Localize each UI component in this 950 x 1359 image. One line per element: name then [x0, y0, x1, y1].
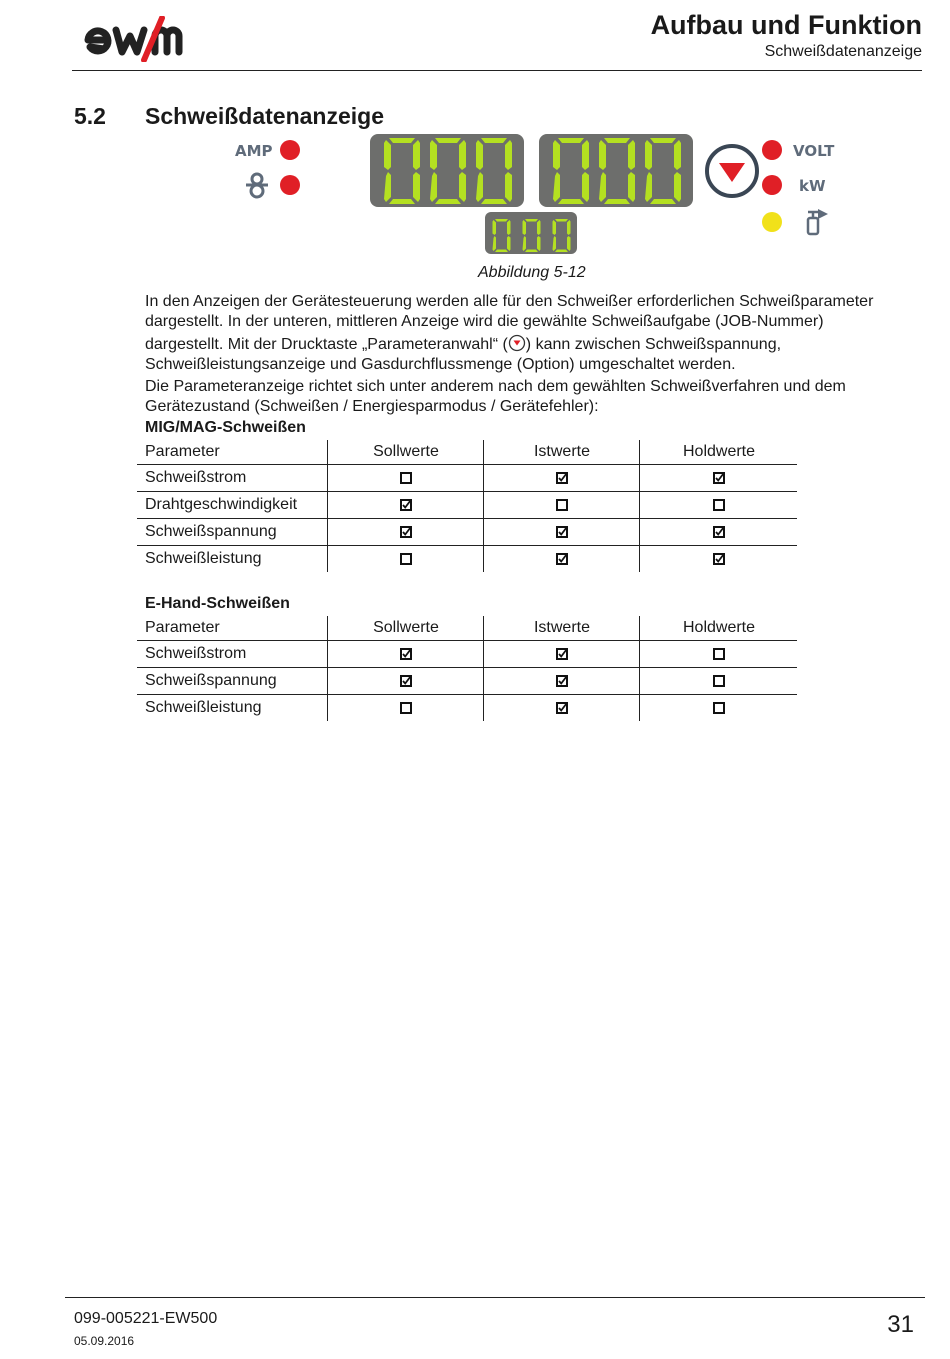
- checked-box-icon: [400, 499, 412, 511]
- value-cell: [483, 519, 640, 545]
- right-display: [539, 134, 693, 207]
- value-cell: [327, 465, 484, 491]
- paragraph-2-line-1: Die Parameteranzeige richtet sich unter anderem nach dem gewählten Schweißverfahren und dem: [145, 378, 846, 395]
- table-2-heading: E-Hand-Schweißen: [145, 595, 290, 612]
- kw-led: [762, 175, 782, 195]
- gas-led: [762, 212, 782, 232]
- checked-box-icon: [713, 472, 725, 484]
- column-header: Parameter: [145, 443, 220, 460]
- value-cell: [483, 546, 640, 572]
- volt-led: [762, 140, 782, 160]
- section-title: Schweißdatenanzeige: [145, 103, 385, 129]
- checked-box-icon: [400, 675, 412, 687]
- footer-date: 05.09.2016: [74, 1334, 135, 1348]
- paragraph-2: [145, 377, 915, 417]
- value-cell: [639, 641, 798, 667]
- column-header: Sollwerte: [327, 440, 484, 464]
- value-cell: [483, 641, 640, 667]
- parameter-name: Drahtgeschwindigkeit: [145, 496, 298, 513]
- unchecked-box-icon: [713, 675, 725, 687]
- footer-doc-number: 099-005221-EW500: [74, 1310, 218, 1327]
- parameter-name: Schweißspannung: [145, 672, 277, 689]
- checked-box-icon: [556, 648, 568, 660]
- column-header: Istwerte: [483, 616, 640, 640]
- welding-display-figure: [230, 130, 850, 260]
- parameter-name: Schweißstrom: [145, 645, 247, 662]
- table-1-heading: MIG/MAG-Schweißen: [145, 419, 306, 436]
- checked-box-icon: [556, 553, 568, 565]
- column-header: Holdwerte: [639, 440, 798, 464]
- column-header: Istwerte: [483, 440, 640, 464]
- unchecked-box-icon: [400, 553, 412, 565]
- figure-caption: Abbildung 5-12: [478, 264, 586, 281]
- value-cell: [483, 668, 640, 694]
- unchecked-box-icon: [400, 472, 412, 484]
- value-cell: [327, 546, 484, 572]
- column-header: Holdwerte: [639, 616, 798, 640]
- header-title: Aufbau und Funktion: [650, 10, 922, 40]
- value-cell: [327, 695, 484, 721]
- wire-feed-led: [280, 175, 300, 195]
- checked-box-icon: [556, 472, 568, 484]
- wire-feed-icon: [246, 174, 268, 197]
- table-row: [137, 492, 797, 519]
- table-row: [137, 695, 797, 721]
- table-row: [137, 641, 797, 668]
- checked-box-icon: [556, 526, 568, 538]
- e-hand-table: [137, 616, 797, 721]
- column-header: Parameter: [145, 619, 220, 636]
- value-cell: [327, 492, 484, 518]
- left-display: [370, 134, 524, 207]
- header-subtitle: Schweißdatenanzeige: [764, 43, 922, 60]
- value-cell: [483, 492, 640, 518]
- value-cell: [639, 668, 798, 694]
- value-cell: [327, 519, 484, 545]
- table-row: [137, 546, 797, 572]
- checked-box-icon: [556, 702, 568, 714]
- paragraph-2-line-2: Gerätezustand (Schweißen / Energiesparmodus / Gerätefehler):: [145, 398, 599, 415]
- table-header-row: [137, 616, 797, 641]
- section-number: 5.2: [74, 103, 106, 129]
- kw-label: kW: [799, 177, 826, 195]
- table-row: [137, 465, 797, 492]
- amp-led: [280, 140, 300, 160]
- checked-box-icon: [713, 526, 725, 538]
- value-cell: [327, 641, 484, 667]
- mig-mag-table: [137, 440, 797, 572]
- amp-label: AMP: [235, 142, 273, 160]
- paragraph-1-line-3a: dargestellt. Mit der Drucktaste „Parameteranwahl“ (: [145, 336, 508, 353]
- checked-box-icon: [400, 648, 412, 660]
- parameter-name: Schweißleistung: [145, 550, 262, 567]
- unchecked-box-icon: [556, 499, 568, 511]
- unchecked-box-icon: [713, 702, 725, 714]
- parameter-name: Schweißleistung: [145, 699, 262, 716]
- volt-label: VOLT: [793, 142, 835, 160]
- table-row: [137, 519, 797, 546]
- value-cell: [639, 519, 798, 545]
- parameter-select-button[interactable]: [707, 146, 757, 196]
- value-cell: [483, 465, 640, 491]
- job-display: [485, 212, 577, 254]
- table-header-row: [137, 440, 797, 465]
- parameter-select-inline-icon: [508, 334, 526, 352]
- ewm-logo: [82, 16, 212, 62]
- paragraph-1-line-2: dargestellt. In der unteren, mittleren Anzeige wird die gewählte Schweißaufgabe (JOB-Nummer): [145, 313, 824, 330]
- value-cell: [483, 695, 640, 721]
- header-divider: [72, 70, 922, 71]
- page-number: 31: [887, 1311, 914, 1338]
- value-cell: [327, 668, 484, 694]
- paragraph-1-line-3: [145, 334, 915, 355]
- checked-box-icon: [713, 553, 725, 565]
- gas-cylinder-icon: [808, 209, 828, 234]
- paragraph-1-line-3b: ) kann zwischen Schweißspannung,: [525, 336, 782, 353]
- value-cell: [639, 492, 798, 518]
- parameter-name: Schweißspannung: [145, 523, 277, 540]
- column-header: Sollwerte: [327, 616, 484, 640]
- unchecked-box-icon: [713, 648, 725, 660]
- checked-box-icon: [556, 675, 568, 687]
- parameter-name: Schweißstrom: [145, 469, 247, 486]
- unchecked-box-icon: [400, 702, 412, 714]
- checked-box-icon: [400, 526, 412, 538]
- paragraph-1: [145, 292, 915, 375]
- table-row: [137, 668, 797, 695]
- value-cell: [639, 465, 798, 491]
- unchecked-box-icon: [713, 499, 725, 511]
- value-cell: [639, 546, 798, 572]
- footer-divider: [65, 1297, 925, 1298]
- paragraph-1-line-1: In den Anzeigen der Gerätesteuerung werden alle für den Schweißer erforderlichen Schweißparameter: [145, 293, 874, 310]
- paragraph-1-line-4: Schweißleistungsanzeige und Gasdurchflussmenge (Option) umgeschaltet werden.: [145, 356, 736, 373]
- value-cell: [639, 695, 798, 721]
